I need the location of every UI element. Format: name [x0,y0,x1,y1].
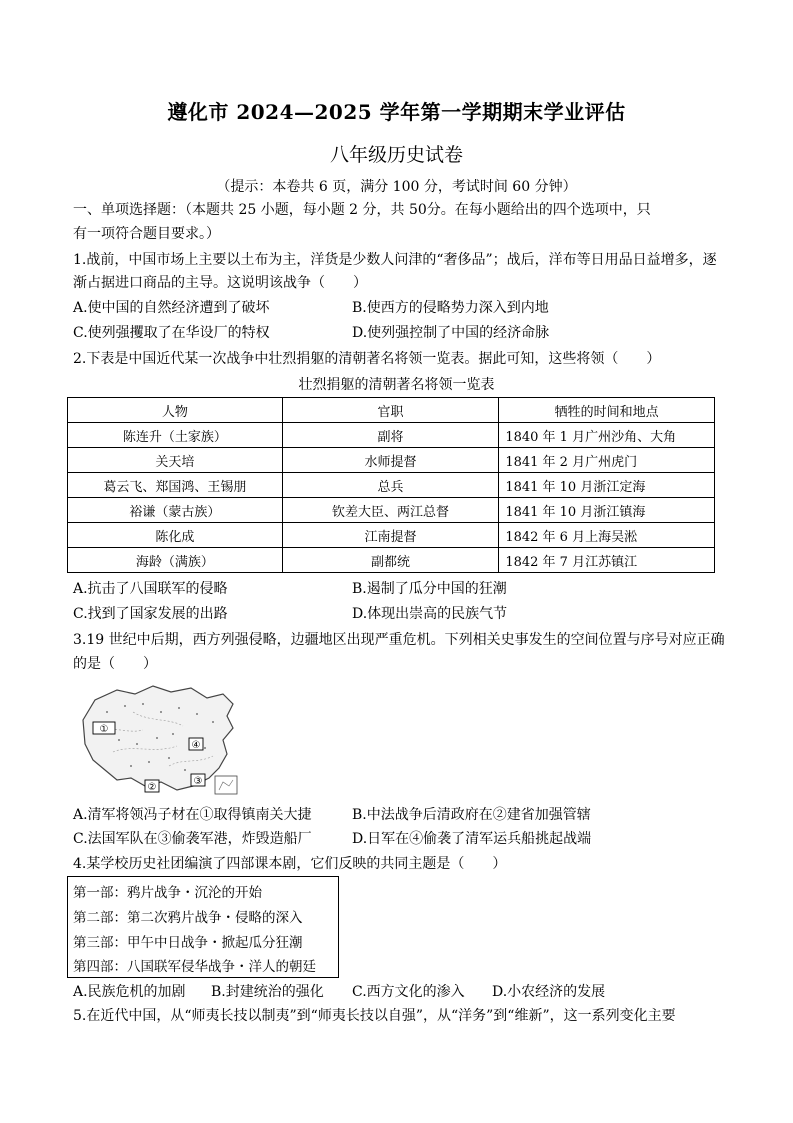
table-cell-post: 江南提督 [282,523,499,548]
table-cell-time-place: 1840 年 1 月广州沙角、大角 [499,423,715,448]
q2-option-a: A.抗击了八国联军的侵略 [73,581,228,597]
table-header-row [68,398,715,423]
q1-option-a: A.使中国的自然经济遭到了破坏 [73,300,270,316]
table-cell-person: 关天培 [68,448,283,473]
map-label-3: ③ [193,776,203,787]
generals-table [67,397,715,573]
table-header-cell: 官职 [282,398,499,423]
table-row [68,448,715,473]
table-cell-time-place: 1842 年 7 月江苏镇江 [499,548,715,573]
q4-box-line: 第四部：八国联军侵华战争・洋人的朝廷 [73,959,316,975]
q2-table-caption: 壮烈捐躯的清朝著名将领一览表 [298,377,495,393]
map-label-2: ② [147,782,157,793]
table-header-cell: 人物 [68,398,283,423]
table-row [68,423,715,448]
q1-option-c: C.使列强攫取了在华设厂的特权 [73,325,270,341]
table-cell-person: 陈连升（土家族） [68,423,283,448]
table-cell-person: 裕谦（蒙古族） [68,498,283,523]
table-cell-person: 陈化成 [68,523,283,548]
q4-stem-line1: 4.某学校历史社团编演了四部课本剧，它们反映的共同主题是（ ） [73,856,507,872]
q2-option-d: D.体现出崇高的民族气节 [352,606,508,622]
q3-option-d: D.日军在④偷袭了清军运兵船挑起战端 [352,831,592,847]
table-cell-time-place: 1841 年 10 月浙江镇海 [499,498,715,523]
q1-option-d: D.使列强控制了中国的经济命脉 [352,325,550,341]
table-cell-post: 水师提督 [282,448,499,473]
q3-stem-line1: 3.19 世纪中后期，西方列强侵略，边疆地区出现严重危机。下列相关史事发生的空间位置与序号对应正确 [73,632,725,648]
q4-play-list-box [67,876,339,978]
q4-option-c: C.西方文化的渗入 [352,984,465,1000]
table-cell-post: 总兵 [282,473,499,498]
q4-box-line: 第三部：甲午中日战争・掀起瓜分狂潮 [73,935,303,951]
table-cell-post: 副都统 [282,548,499,573]
q1-stem-line2: 渐占据进口商品的主导。这说明该战争（ ） [73,275,367,291]
q3-option-c: C.法国军队在③偷袭军港，炸毁造船厂 [73,831,312,847]
q5-stem-line1: 5.在近代中国，从“师夷长技以制夷”到“师夷长技以自强”，从“洋务”到“维新”，这一系列变化主要 [73,1008,676,1024]
q1-option-b: B.使西方的侵略势力深入到内地 [352,300,549,316]
table-row [68,523,715,548]
q4-option-d: D.小农经济的发展 [492,984,606,1000]
table-cell-person: 葛云飞、郑国鸿、王锡朋 [68,473,283,498]
table-cell-person: 海龄（满族） [68,548,283,573]
q3-option-b: B.中法战争后清政府在②建省加强管辖 [352,807,591,823]
q2-option-b: B.遏制了瓜分中国的狂潮 [352,581,507,597]
table-cell-post: 副将 [282,423,499,448]
section-heading-line1: 一、单项选择题：（本题共 25 小题，每小题 2 分，共 50分。在每小题给出的四个选项中，只 [73,202,651,218]
q1-stem-line1: 1.战前，中国市场上主要以土布为主，洋货是少数人问津的“奢侈品”；战后，洋布等日用品日益增多，逐 [73,252,717,268]
q2-option-c: C.找到了国家发展的出路 [73,606,228,622]
exam-subtitle: 八年级历史试卷 [329,144,463,166]
table-row [68,473,715,498]
section-heading-line2: 有一项符合题目要求。） [73,226,220,242]
table-cell-time-place: 1842 年 6 月上海吴淞 [499,523,715,548]
q4-box-line: 第一部：鸦片战争・沉沦的开始 [73,885,262,901]
map-label-1: ① [99,724,109,735]
table-cell-post: 钦差大臣、两江总督 [282,498,499,523]
q3-option-a: A.清军将领冯子材在①取得镇南关大捷 [73,807,312,823]
q4-option-a: A.民族危机的加剧 [73,984,186,1000]
map-label-4: ④ [191,740,201,751]
q2-stem-line1: 2.下表是中国近代某一次战争中壮烈捐躯的清朝著名将领一览表。据此可知，这些将领（ ） [73,351,661,367]
exam-hint: （提示：本卷共 6 页，满分 100 分，考试时间 60 分钟） [216,179,577,195]
table-header-cell: 牺牲的时间和地点 [499,398,715,423]
table-cell-time-place: 1841 年 10 月浙江定海 [499,473,715,498]
exam-title: 遵化市 2024—2025 学年第一学期期末学业评估 [167,100,626,124]
q4-option-b: B.封建统治的强化 [211,984,324,1000]
q4-box-line: 第二部：第二次鸦片战争・侵略的深入 [73,910,303,926]
table-cell-time-place: 1841 年 2 月广州虎门 [499,448,715,473]
table-row [68,498,715,523]
q3-stem-line2: 的是（ ） [73,656,157,672]
china-map-image [73,682,245,798]
table-row [68,548,715,573]
